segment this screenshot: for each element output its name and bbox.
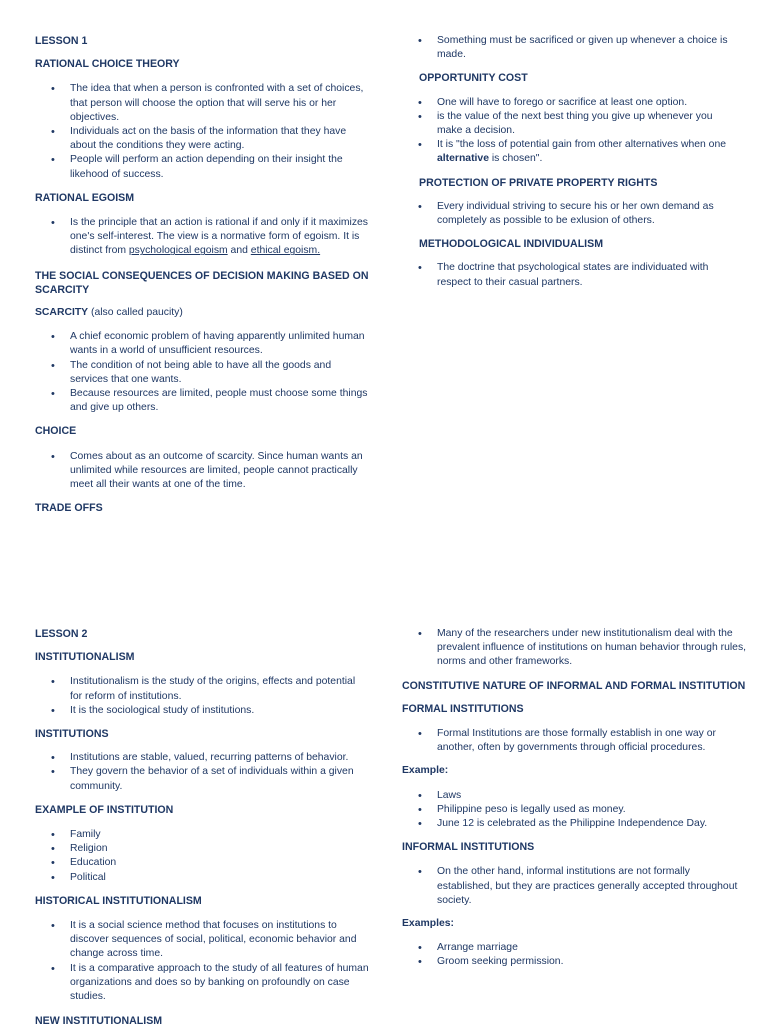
list-item: • One will have to forego or sacrifice at least one option. (402, 96, 737, 110)
institutions-heading: INSTITUTIONS (35, 728, 109, 741)
rational-egoism-heading: RATIONAL EGOISM (35, 191, 135, 204)
list-item: • People will perform an action depending on their insight the likehood of success. (35, 153, 370, 181)
list-item: • Religion (35, 842, 370, 856)
property-rights-heading: PROTECTION OF PRIVATE PROPERTY RIGHTS (419, 176, 658, 189)
example-label: Example: (402, 765, 449, 777)
lesson2-right-column (402, 627, 747, 970)
formal-institutions-list (402, 727, 747, 755)
scarcity-list (35, 330, 370, 415)
example-of-institution-heading: EXAMPLE OF INSTITUTION (35, 803, 174, 816)
opportunity-cost-list (402, 96, 737, 167)
scarcity-note: (also called paucity) (88, 307, 183, 319)
historical-institutionalism-heading: HISTORICAL INSTITUTIONALISM (35, 894, 202, 907)
list-item: • Political (35, 871, 370, 885)
list-item: • Something must be sacrificed or given up whenever a choice is made. (402, 34, 737, 62)
rational-choice-theory-heading: RATIONAL CHOICE THEORY (35, 58, 180, 71)
choice-heading: CHOICE (35, 425, 77, 438)
scarcity-heading: SCARCITY (35, 307, 89, 319)
list-item: • Institutions are stable, valued, recurring patterns of behavior. (35, 751, 370, 765)
institutions-list (35, 751, 370, 794)
historical-institutionalism-list (35, 919, 370, 1004)
list-item: • Because resources are limited, people must choose some things and give up others. (35, 387, 370, 415)
list-item: • The condition of not being able to have all the goods and services that one wants. (35, 359, 370, 387)
ethical-egoism-link[interactable]: ethical egoism. (250, 245, 321, 257)
opportunity-text-a: It is "the loss of potential gain from other alternatives when one (437, 139, 727, 151)
alternative-emphasis: alternative (437, 153, 489, 165)
list-item: • It is a social science method that focuses on institutions to discover sequences of social, political, economic behavior and change across time. (35, 919, 370, 962)
list-item: • It is the sociological study of institutions. (35, 704, 370, 718)
list-item: • They govern the behavior of a set of individuals within a given community. (35, 765, 370, 793)
list-item: • A chief economic problem of having apparently unlimited human wants in a world of unsufficient resources. (35, 330, 370, 358)
methodological-individualism-list (402, 261, 737, 289)
informal-institutions-list (402, 865, 747, 908)
informal-institutions-heading: INFORMAL INSTITUTIONS (402, 841, 535, 854)
opportunity-cost-heading: OPPORTUNITY COST (419, 72, 528, 85)
lesson1-right-column (402, 34, 737, 290)
list-item (402, 138, 737, 166)
scarcity-heading-line (35, 306, 370, 320)
institutionalism-heading: INSTITUTIONALISM (35, 651, 135, 664)
informal-examples-list (402, 941, 747, 969)
list-item: • Individuals act on the basis of the information that they have about the conditions they were acting. (35, 125, 370, 153)
lesson1-title: LESSON 1 (35, 35, 88, 47)
list-item: • It is a comparative approach to the study of all features of human organizations and does so by banking on profoundly on case studies. (35, 962, 370, 1005)
list-item: • The idea that when a person is confronted with a set of choices, that person will choose the option that will serve his or her objectives. (35, 82, 370, 125)
opportunity-text-c: is chosen". (488, 153, 543, 165)
list-item: • Comes about as an outcome of scarcity. Since human wants an unlimited while resources are limited, people cannot practically meet all their wants at one of the time. (35, 450, 370, 493)
list-item: • Philippine peso is legally used as money. (402, 803, 747, 817)
methodological-individualism-heading: METHODOLOGICAL INDIVIDUALISM (419, 238, 604, 251)
new-institutionalism-list (402, 627, 747, 670)
social-consequences-heading: THE SOCIAL CONSEQUENCES OF DECISION MAKING BASED ON SCARCITY (35, 269, 369, 296)
list-item: • is the value of the next best thing you give up whenever you make a decision. (402, 110, 737, 138)
list-item: • Every individual striving to secure his or her own demand as completely as possible to be exlusion of others. (402, 200, 737, 228)
list-item: • Groom seeking permission. (402, 955, 747, 969)
formal-examples-list (402, 789, 747, 832)
lesson1-left-column (35, 34, 370, 515)
institutionalism-list (35, 675, 370, 718)
egoism-text-1: Is the principle that an action is rational if and only if it maximizes one's self-interest. The view is a normative form of egoism. It is distinct from (70, 217, 369, 257)
list-item: • Family (35, 828, 370, 842)
rational-egoism-list (35, 216, 370, 259)
rational-choice-theory-list (35, 82, 370, 181)
new-institutionalism-heading: NEW INSTITUTIONALISM (35, 1015, 163, 1027)
list-item: • The doctrine that psychological states are individuated with respect to their casual partners. (402, 261, 737, 289)
list-item (35, 216, 370, 259)
trade-offs-heading: TRADE OFFS (35, 502, 103, 515)
examples-label: Examples: (402, 918, 454, 930)
example-of-institution-list (35, 828, 370, 885)
list-item: • Formal Institutions are those formally establish in one way or another, often by governments through official procedures. (402, 727, 747, 755)
list-item: • On the other hand, informal institutions are not formally established, but they are practices generally accepted throughout society. (402, 865, 747, 908)
list-item: • Education (35, 856, 370, 870)
constitutive-nature-heading: CONSTITUTIVE NATURE OF INFORMAL AND FORMAL INSTITUTION (402, 679, 746, 692)
lesson2-left-column (35, 627, 370, 1004)
list-item: • Institutionalism is the study of the origins, effects and potential for reform of institutions. (35, 675, 370, 703)
egoism-text-2: and (227, 245, 251, 257)
formal-institutions-heading: FORMAL INSTITUTIONS (402, 702, 524, 715)
list-item: • June 12 is celebrated as the Philippine Independence Day. (402, 817, 747, 831)
psychological-egoism-link[interactable]: psychological egoism (128, 245, 228, 257)
list-item: • Arrange marriage (402, 941, 747, 955)
choice-list (35, 450, 370, 493)
property-rights-list (402, 200, 737, 228)
trade-offs-list (402, 34, 737, 62)
lesson2-title: LESSON 2 (35, 628, 88, 640)
list-item: • Laws (402, 789, 747, 803)
list-item: • Many of the researchers under new institutionalism deal with the prevalent influence of institutions on human behavior through rules, norms and other frameworks. (402, 627, 747, 670)
